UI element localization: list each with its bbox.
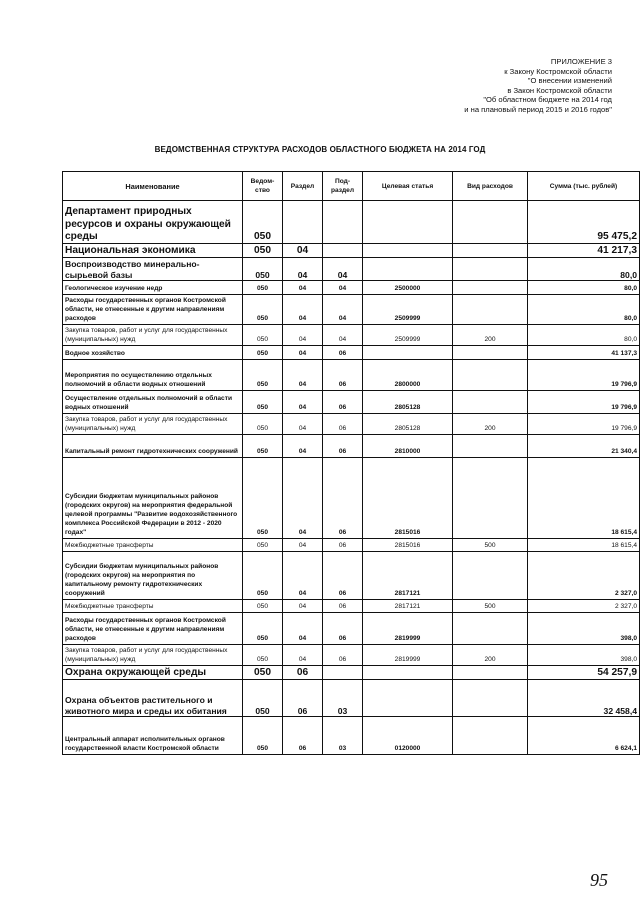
header-name: Наименование [63,172,243,201]
row-dept: 050 [243,325,283,346]
row-section: 04 [283,346,323,360]
row-subsection: 06 [323,645,363,666]
row-exptype [453,360,528,391]
row-sum: 19 796,9 [528,391,640,414]
row-name: Охрана окружающей среды [63,666,243,680]
row-section: 04 [283,281,323,295]
row-subsection: 06 [323,391,363,414]
row-name: Охрана объектов растительного и животного мира и среды их обитания [63,680,243,717]
document-title: ВЕДОМСТВЕННАЯ СТРУКТУРА РАСХОДОВ ОБЛАСТНОГО БЮДЖЕТА НА 2014 ГОД [154,145,486,154]
row-subsection: 06 [323,600,363,613]
row-name: Межбюджетные трансферты [63,539,243,552]
table-row [63,325,640,346]
row-subsection [323,666,363,680]
row-sum: 41 217,3 [528,244,640,258]
row-article: 2815016 [363,539,453,552]
row-sum: 95 475,2 [528,201,640,244]
row-article [363,258,453,281]
header-article: Целевая статья [363,172,453,201]
row-dept: 050 [243,295,283,325]
row-article: 0120000 [363,717,453,755]
row-exptype [453,552,528,600]
row-name: Субсидии бюджетам муниципальных районов (городских округов) на мероприятия по капитальному ремонту гидротехнических сооружений [63,552,243,600]
table-row [63,391,640,414]
row-subsection: 06 [323,346,363,360]
row-exptype [453,435,528,458]
row-section: 04 [283,539,323,552]
row-section: 04 [283,458,323,539]
row-subsection: 04 [323,258,363,281]
row-exptype [453,281,528,295]
row-exptype [453,458,528,539]
row-dept: 050 [243,680,283,717]
row-name: Водное хозяйство [63,346,243,360]
header-section: Раздел [283,172,323,201]
row-dept: 050 [243,244,283,258]
table-row [63,680,640,717]
row-article: 2509999 [363,295,453,325]
row-subsection [323,244,363,258]
appendix-line-4: в Закон Костромской области [507,85,612,95]
row-article: 2805128 [363,414,453,435]
row-article: 2819999 [363,645,453,666]
appendix-line-5: "Об областном бюджете на 2014 год [483,95,612,105]
row-article: 2815016 [363,458,453,539]
row-sum: 19 796,9 [528,360,640,391]
row-sum: 2 327,0 [528,600,640,613]
row-sum: 80,0 [528,258,640,281]
table-row [63,666,640,680]
row-section: 04 [283,258,323,281]
row-section: 04 [283,435,323,458]
row-exptype: 200 [453,645,528,666]
page-number: 95 [590,870,608,890]
row-dept: 050 [243,201,283,244]
row-exptype: 200 [453,325,528,346]
row-article: 2800000 [363,360,453,391]
row-sum: 41 137,3 [528,346,640,360]
row-dept: 050 [243,458,283,539]
row-name: Расходы государственных органов Костромской области, не отнесенные к другим направлениям расходов [63,613,243,645]
row-article [363,201,453,244]
row-sum: 80,0 [528,325,640,346]
table-row [63,244,640,258]
row-dept: 050 [243,435,283,458]
row-subsection: 06 [323,458,363,539]
row-exptype [453,717,528,755]
header-sum: Сумма (тыс. рублей) [528,172,640,201]
row-sum: 2 327,0 [528,552,640,600]
row-name: Закупка товаров, работ и услуг для государственных (муниципальных) нужд [63,325,243,346]
row-subsection: 06 [323,552,363,600]
row-sum: 398,0 [528,613,640,645]
row-section: 04 [283,600,323,613]
row-subsection: 06 [323,360,363,391]
table-row [63,539,640,552]
row-sum: 6 624,1 [528,717,640,755]
row-article: 2805128 [363,391,453,414]
row-section: 06 [283,717,323,755]
row-exptype [453,295,528,325]
row-exptype: 500 [453,539,528,552]
row-name: Мероприятия по осуществлению отдельных полномочий в области водных отношений [63,360,243,391]
row-article: 2817121 [363,552,453,600]
row-exptype: 500 [453,600,528,613]
row-name: Капитальный ремонт гидротехнических сооружений [63,435,243,458]
table-row [63,552,640,600]
row-subsection: 03 [323,680,363,717]
row-section: 04 [283,360,323,391]
row-subsection: 06 [323,613,363,645]
row-article: 2817121 [363,600,453,613]
row-sum: 21 340,4 [528,435,640,458]
row-article [363,244,453,258]
row-dept: 050 [243,391,283,414]
row-article: 2509999 [363,325,453,346]
table-row [63,346,640,360]
row-dept: 050 [243,360,283,391]
table-row [63,201,640,244]
row-exptype [453,391,528,414]
table-row [63,717,640,755]
table-row [63,645,640,666]
table-row [63,414,640,435]
row-section: 04 [283,295,323,325]
row-article [363,680,453,717]
row-exptype [453,346,528,360]
header-dept: Ведом-ство [243,172,283,201]
budget-table [62,171,640,755]
row-section: 04 [283,414,323,435]
row-exptype [453,258,528,281]
table-row [63,458,640,539]
row-exptype: 200 [453,414,528,435]
row-dept: 050 [243,666,283,680]
row-exptype [453,244,528,258]
row-section: 04 [283,552,323,600]
table-body [63,201,640,755]
table-row [63,613,640,645]
row-section: 04 [283,391,323,414]
row-name: Национальная экономика [63,244,243,258]
appendix-line-1: ПРИЛОЖЕНИЕ 3 [550,57,612,66]
row-subsection: 06 [323,414,363,435]
table-row [63,360,640,391]
row-dept: 050 [243,539,283,552]
row-dept: 050 [243,281,283,295]
row-dept: 050 [243,600,283,613]
appendix-line-2: к Закону Костромской области [504,66,612,76]
row-section: 04 [283,613,323,645]
row-sum: 18 615,4 [528,458,640,539]
row-article [363,666,453,680]
row-subsection: 06 [323,539,363,552]
row-section [283,201,323,244]
appendix-line-6: и на плановый период 2015 и 2016 годов" [464,104,612,114]
row-section: 04 [283,645,323,666]
table-row [63,600,640,613]
row-dept: 050 [243,645,283,666]
row-sum: 54 257,9 [528,666,640,680]
row-subsection: 03 [323,717,363,755]
row-name: Департамент природных ресурсов и охраны окружающей среды [63,201,243,244]
header-exptype: Вид расходов [453,172,528,201]
row-name: Центральный аппарат исполнительных органов государственной власти Костромской области [63,717,243,755]
appendix-line-3: "О внесении изменений [527,76,612,86]
table-header-row [63,172,640,201]
row-exptype [453,666,528,680]
row-subsection: 06 [323,435,363,458]
row-article: 2500000 [363,281,453,295]
row-sum: 19 796,9 [528,414,640,435]
row-name: Закупка товаров, работ и услуг для государственных (муниципальных) нужд [63,414,243,435]
appendix-header [352,57,612,115]
row-name: Межбюджетные трансферты [63,600,243,613]
row-section: 04 [283,244,323,258]
row-sum: 80,0 [528,281,640,295]
table-row [63,258,640,281]
row-section: 04 [283,325,323,346]
table-row [63,435,640,458]
row-exptype [453,680,528,717]
table-row [63,295,640,325]
row-sum: 32 458,4 [528,680,640,717]
row-dept: 050 [243,552,283,600]
table-row [63,281,640,295]
row-name: Расходы государственных органов Костромской области, не отнесенные к другим направлениям расходов [63,295,243,325]
row-subsection: 04 [323,281,363,295]
row-name: Осуществление отдельных полномочий в области водных отношений [63,391,243,414]
row-dept: 050 [243,613,283,645]
row-sum: 398,0 [528,645,640,666]
row-section: 06 [283,680,323,717]
row-name: Субсидии бюджетам муниципальных районов (городских округов) на мероприятия федеральной целевой программы "Развитие водохозяйственного комплекса Российской Федерации в 2012 - 2020 годах" [63,458,243,539]
row-exptype [453,201,528,244]
row-sum: 80,0 [528,295,640,325]
row-dept: 050 [243,414,283,435]
row-name: Воспроизводство минерально-сырьевой базы [63,258,243,281]
row-name: Закупка товаров, работ и услуг для государственных (муниципальных) нужд [63,645,243,666]
row-dept: 050 [243,717,283,755]
row-dept: 050 [243,346,283,360]
row-exptype [453,613,528,645]
row-subsection: 04 [323,325,363,346]
row-article: 2819999 [363,613,453,645]
row-sum: 18 615,4 [528,539,640,552]
row-article: 2810000 [363,435,453,458]
row-name: Геологическое изучение недр [63,281,243,295]
row-subsection: 04 [323,295,363,325]
row-dept: 050 [243,258,283,281]
row-article [363,346,453,360]
row-subsection [323,201,363,244]
header-subsection: Под-раздел [323,172,363,201]
row-section: 06 [283,666,323,680]
